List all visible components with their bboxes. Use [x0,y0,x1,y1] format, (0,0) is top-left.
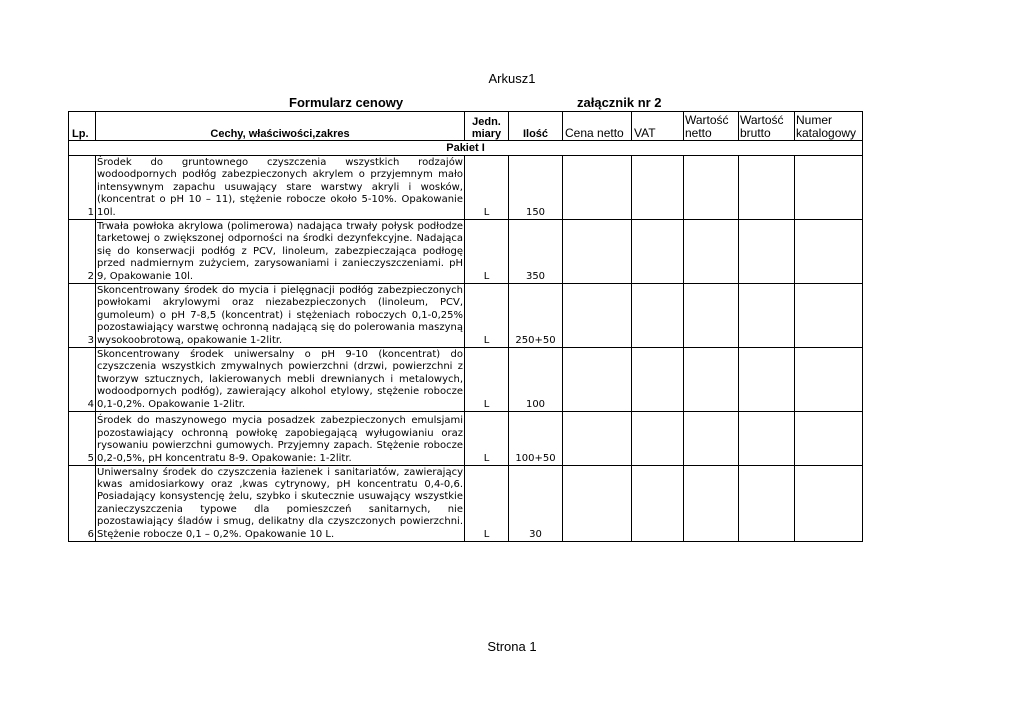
row-catalog-number [795,466,863,542]
row-description: Środek do maszynowego mycia posadzek zabezpieczonych emulsjami pozostawiający ochronną powłokę zapobiegającą wyługowianiu oraz rysowaniu powierzchni gumowych. Przyjemny zapach. Stężenie robocze 0,2-0,5%, pH koncentratu 8-9. Opakowanie: 1-2litr. [96,412,465,466]
row-quantity: 350 [509,220,563,284]
table-row [69,156,863,220]
row-description: Trwała powłoka akrylowa (polimerowa) nadająca trwały połysk podłodze tarketowej o zwiększonej odporności na środki dezynfekcyjne. Nadająca się do konserwacji podłóg z PCV, linoleum, zabezpieczająca podłogę przed nadmiernym zużyciem, zarysowaniami i zanieczyszczeniami. pH 9, Opakowanie 10l. [97,220,463,282]
page-number: Strona 1 [487,639,537,654]
row-unit: L [465,348,509,412]
form-title: Formularz cenowy [289,95,404,110]
header-description: Cechy, właściwości,zakres [96,112,465,141]
package-row [69,141,863,156]
row-catalog-number [795,348,863,412]
row-catalog-number [795,220,863,284]
row-unit: L [465,466,509,542]
row-description: Skoncentrowany środek do mycia i pielęgnacji podłóg zabezpieczonych powłokami akrylowymi oraz niezabezpieczonych (linoleum, PCV, gumoleum) o pH 7-8,5 (koncentrat) i stężeniach roboczych 0,1-0,25% pozostawiający warstwę ochronną nadającą się do polerowania maszyną wysokoobrotową, opakowanie 1-2litr. [97,284,463,346]
row-vat [632,412,684,466]
header-lp: Lp. [69,112,96,141]
header-net-value: Wartość netto [684,112,739,141]
row-net-value [684,348,739,412]
row-description: Uniwersalny środek do czyszczenia łazienek i sanitariatów, zawierający kwas amidosiarkowy oraz ,kwas cytrynowy, pH koncentratu 0,4-0,6. Posiadający konsystencję żelu, szybko i skutecznie usuwający wszystkie zanieczyszczenia typowe dla pomieszczeń sanitarnych, nie pozostawiający śladów i smug, delikatny dla czyszczonych powierzchni. Stężenie robocze 0,1 – 0,2%. Opakowanie 10 L. [97,466,463,540]
row-catalog-number [795,156,863,220]
table-row [69,220,863,284]
table-row [69,466,863,542]
header-vat: VAT [632,112,684,141]
row-unit: L [465,412,509,466]
row-unit: L [465,156,509,220]
row-lp: 5 [69,412,96,466]
sheet-name: Arkusz1 [488,71,536,86]
table-row [69,348,863,412]
row-gross-value [739,156,795,220]
row-vat [632,220,684,284]
row-lp: 2 [69,220,96,284]
header-net-price: Cena netto [563,112,632,141]
row-quantity: 30 [509,466,563,542]
row-gross-value [739,466,795,542]
row-vat [632,156,684,220]
row-net-price [563,348,632,412]
row-net-value [684,220,739,284]
row-lp: 6 [69,466,96,542]
row-net-price [563,284,632,348]
row-net-price [563,466,632,542]
price-form-table [68,111,863,542]
row-lp: 3 [69,284,96,348]
row-unit: L [465,284,509,348]
header-unit: Jedn. miary [465,112,509,141]
table-row [69,284,863,348]
annex-label: załącznik nr 2 [577,95,662,110]
row-vat [632,348,684,412]
row-net-value [684,466,739,542]
row-quantity: 250+50 [509,284,563,348]
row-net-value [684,156,739,220]
header-quantity: Ilość [509,112,563,141]
row-description: Skoncentrowany środek uniwersalny o pH 9-10 (koncentrat) do czyszczenia wszystkich zmywalnych powierzchni (drzwi, powierzchni z tworzyw sztucznych, lakierowanych mebli drewnianych i metalowych, wodoodpornych podłóg), zawierający alkohol etylowy, stężenie robocze 0,1-0,2%. Opakowanie 1-2litr. [97,348,463,410]
row-quantity: 100+50 [509,412,563,466]
package-label: Pakiet I [69,141,863,156]
row-net-price [563,412,632,466]
row-quantity: 100 [509,348,563,412]
row-catalog-number [795,412,863,466]
row-vat [632,466,684,542]
row-catalog-number [795,284,863,348]
header-catalog-number: Numer katalogowy [795,112,863,141]
row-gross-value [739,284,795,348]
row-gross-value [739,412,795,466]
row-gross-value [739,220,795,284]
row-vat [632,284,684,348]
table-body [69,156,863,542]
row-net-price [563,156,632,220]
table-row [69,412,863,466]
header-row [69,112,863,141]
row-lp: 1 [69,156,96,220]
header-gross-value: Wartość brutto [739,112,795,141]
row-lp: 4 [69,348,96,412]
row-gross-value [739,348,795,412]
row-net-value [684,284,739,348]
row-quantity: 150 [509,156,563,220]
row-description: Środek do gruntownego czyszczenia wszystkich rodzajów wodoodpornych podłóg zabezpieczonych akrylem o przyjemnym mało intensywnym zapachu usuwający stare warstwy akryli i wosków, (koncentrat o pH 10 – 11), stężenie robocze około 5-10%. Opakowanie 10l. [97,156,463,218]
row-unit: L [465,220,509,284]
row-net-value [684,412,739,466]
row-net-price [563,220,632,284]
